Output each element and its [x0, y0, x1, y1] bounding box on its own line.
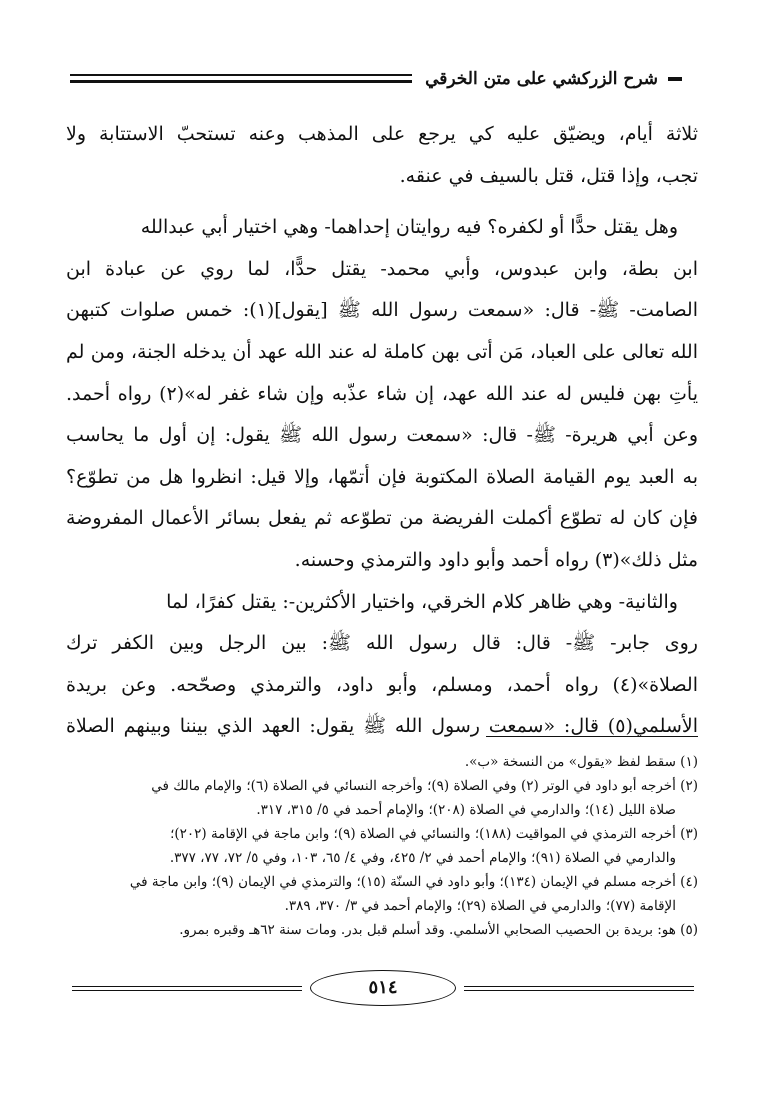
header-title: شرح الزركشي على متن الخرقي [425, 69, 658, 89]
header-rule [70, 74, 412, 83]
body-line: يأتِ بهن فليس له عند الله عهد، إن شاء عذّبه وإن شاء غفر له»(٢) رواه أحمد. [66, 382, 698, 405]
body-line: ثلاثة أيام، ويضيّق عليه كي يرجع على المذهب وعنه تستحبّ الاستتابة ولا [66, 123, 698, 145]
footnote-line: (٣) أخرجه الترمذي في المواقيت (١٨٨)؛ والنسائي في الصلاة (٩)؛ وابن ماجة في الإقامة (٢٠٢)؛ [170, 826, 698, 842]
body-line: فإن كان له تطوّع أكملت الفريضة من تطوّعه ثم يفعل بسائر الأعمال المفروضة [66, 507, 698, 530]
page-number-rule [72, 986, 302, 991]
body-line: الأسلمي(٥) قال: «سمعت رسول الله ﷺ يقول: العهد الذي بيننا وبينهم الصلاة [66, 715, 698, 738]
footnotes [66, 750, 698, 942]
body-line: تجب، وإذا قتل، قتل بالسيف في عنقه. [399, 164, 698, 187]
footnote-line: صلاة الليل (١٤)؛ والدارمي في الصلاة (٢٠٨)؛ والإمام أحمد في ٥/ ٣١٥، ٣١٧. [256, 802, 676, 818]
running-header [70, 64, 682, 94]
body-line: وهل يقتل حدًّا أو لكفره؟ فيه روايتان إحداهما- وهي اختيار أبي عبدالله [140, 216, 678, 239]
body-line: الله تعالى على العباد، مَن أتى بهن كاملة له عند الله عهد أن يدخله الجنة، ومن لم [66, 340, 698, 363]
body-line: الصلاة»(٤) رواه أحمد، ومسلم، وأبو داود، والترمذي وصحّحه. وعن بريدة [66, 673, 698, 696]
main-text [66, 114, 698, 748]
body-line: وعن أبي هريرة- ﷺ- قال: «سمعت رسول الله ﷺ يقول: إن أول ما يحاسب [66, 424, 698, 447]
body-line: مثل ذلك»(٣) رواه أحمد وأبو داود والترمذي وحسنه. [294, 548, 698, 571]
footnote-line: (٤) أخرجه مسلم في الإيمان (١٣٤)؛ وأبو داود في السنّة (١٥)؛ والترمذي في الإيمان (٩)؛ وابن ماجة في [129, 874, 698, 890]
page-number-rule [464, 986, 694, 991]
body-line: والثانية- وهي ظاهر كلام الخرقي، واختيار الأكثرين-: يقتل كفرًا، لما [166, 590, 678, 613]
footnote-separator [486, 736, 698, 737]
footnote-line: (٥) هو: بريدة بن الحصيب الصحابي الأسلمي. وقد أسلم قبل بدر. ومات سنة ٦٢هـ وقبره بمرو. [179, 922, 698, 938]
footnote-line: والدارمي في الصلاة (٩١)؛ والإمام أحمد في ٢/ ٤٢٥، وفي ٤/ ٦٥، ١٠٣، وفي ٥/ ٧٢، ٧٧، ٣٧٧. [169, 850, 676, 866]
footnote-line: (١) سقط لفظ «يقول» من النسخة «ب». [464, 754, 698, 770]
body-line: الصامت- ﷺ- قال: «سمعت رسول الله ﷺ [يقول](١): خمس صلوات كتبهن [66, 299, 698, 322]
page-number: ٥١٤ [310, 970, 456, 1006]
body-line: ابن بطة، وابن عبدوس، وأبي محمد- يقتل حدًّا، لما روي عن عبادة ابن [66, 257, 698, 280]
header-dash [668, 77, 682, 81]
footnote-line: (٢) أخرجه أبو داود في الوتر (٢) وفي الصلاة (٩)؛ وأخرجه النسائي في الصلاة (٦)؛ والإمام مالك في [151, 778, 698, 794]
body-line: روى جابر- ﷺ- قال: قال رسول الله ﷺ: بين الرجل وبين الكفر ترك [66, 632, 698, 655]
page-number-bar [72, 968, 694, 1008]
body-line: به العبد يوم القيامة الصلاة المكتوبة فإن أتمّها، وإلا قيل: انظروا هل من تطوّع؟ [66, 465, 698, 488]
footnote-line: الإقامة (٧٧)؛ والدارمي في الصلاة (٢٩)؛ والإمام أحمد في ٣/ ٣٧٠، ٣٨٩. [284, 898, 676, 914]
